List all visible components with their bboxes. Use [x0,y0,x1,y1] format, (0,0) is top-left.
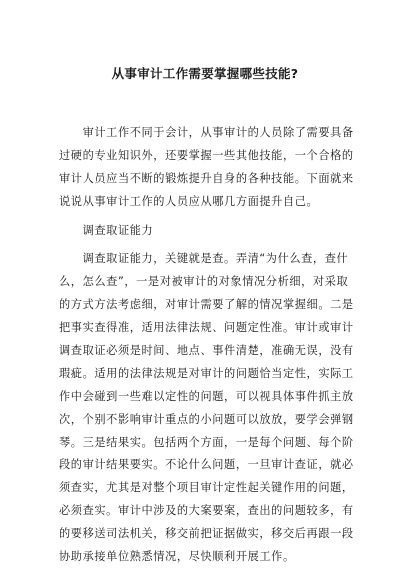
section-heading: 调查取证能力 [59,223,154,237]
body-paragraph [59,248,362,568]
document-title: 从事审计工作需要掌握哪些技能? [111,66,299,81]
text-line: 审计工作不同于会计，从事审计的人员除了需要具备 [59,126,354,139]
text-line: 说说从事审计工作的人员应从哪几方面提升自己。 [59,194,319,208]
text-line: 的方式方法考虑细，对审计需要了解的情况掌握细。二是 [59,298,354,312]
text-line: 作中会碰到一些难以定性的问题，可以视具体事件抓主放 [59,389,354,403]
text-line: 须查实，尤其是对整个项目审计定性起关键作用的问题， [59,481,354,495]
text-line: 么，怎么查”，一是对被审计的对象情况分析细，对采取 [59,275,349,289]
text-line: 的要移送司法机关，移交前把证据做实，移交后再跟一段 [59,527,354,541]
text-line: 把事实查得准，适用法律法规、问题定性准。审计或审计 [59,321,354,335]
text-line: 必须查实。审计中涉及的大案要案，查出的问题较多，有 [59,504,354,518]
text-line: 过硬的专业知识外，还要掌握一些其他技能，一个合格的 [59,148,354,162]
text-line: 琴。三是结果实。包括两个方面，一是每个问题、每个阶 [59,435,354,449]
text-line: 瑕疵。适用的法律法规是对审计的问题恰当定性，实际工 [59,366,354,380]
text-line: 审计人员应当不断的锻炼提升自身的各种技能。下面就来 [59,171,354,185]
text-line: 调查取证能力，关键就是查。弄清“为什么查，查什 [59,252,349,266]
intro-paragraph [59,122,362,214]
text-line: 调查取证必须是时间、地点、事件清楚，准确无误，没有 [59,344,354,358]
text-line: 次，个别不影响审计重点的小问题可以放放，要学会弹钢 [59,412,354,426]
text-line: 协助承接单位熟悉情况，尽快顺利开展工作。 [59,550,295,564]
text-line: 段的审计结果要实。不论什么问题，一旦审计查证，就必 [59,458,354,472]
document-body [59,122,362,569]
